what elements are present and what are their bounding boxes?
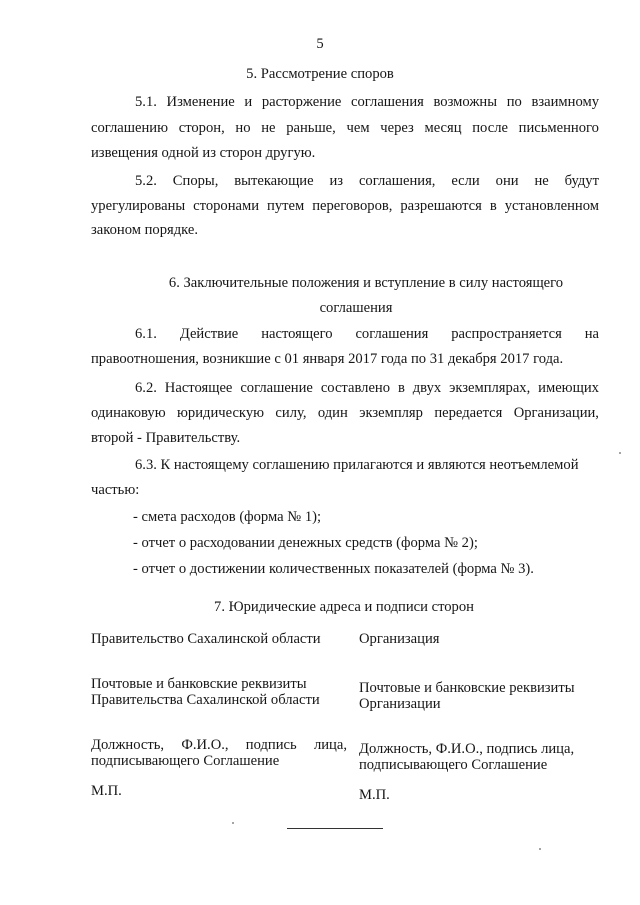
word: сторон, <box>178 120 225 136</box>
word: двух <box>412 380 442 396</box>
section-5-2-line-3: законом порядке. <box>91 222 198 238</box>
word: письменного <box>518 120 599 136</box>
word: лица, <box>313 737 347 753</box>
section-6-2-line-1 <box>135 380 599 397</box>
word: но <box>235 120 251 136</box>
word: будут <box>564 173 599 189</box>
word: Действие <box>179 326 239 342</box>
section-6-1-line-1 <box>135 326 599 343</box>
section-6-3-line-2: частью: <box>91 482 140 498</box>
word: в <box>489 198 497 214</box>
scan-speck <box>539 848 541 850</box>
party-left-position-line-2: подписывающего Соглашение <box>91 753 280 769</box>
word: составлено <box>320 380 391 396</box>
section-6-2-line-3: второй - Правительству. <box>91 430 241 446</box>
word: по <box>506 94 522 110</box>
word: путем <box>267 198 305 214</box>
word: 6.2. <box>135 380 157 396</box>
party-left-stamp: М.П. <box>91 783 122 799</box>
party-left-requisites-line-2: Правительства Сахалинской области <box>91 692 320 708</box>
word: сторонами <box>193 198 260 214</box>
section-6-3-line-1: 6.3. К настоящему соглашению прилагаются и являются неотъемлемой <box>135 457 579 473</box>
word: после <box>472 120 508 136</box>
scan-speck <box>619 452 621 454</box>
word: 6.1. <box>135 326 157 342</box>
word: распространяется <box>451 326 562 342</box>
word: передается <box>434 405 503 421</box>
word: 5.1. <box>135 94 157 110</box>
word: Организации, <box>513 405 599 421</box>
word: экземплярах, <box>449 380 531 396</box>
word: соглашения <box>351 94 424 110</box>
word: вытекающие <box>234 173 314 189</box>
section-5-2-line-1 <box>135 173 599 190</box>
word: соглашения <box>355 326 429 342</box>
word: переговоров, <box>312 198 393 214</box>
word: юридическую <box>177 405 265 421</box>
word: Должность, <box>91 737 165 753</box>
word: через <box>380 120 414 136</box>
party-right-requisites <box>359 680 599 712</box>
word: настоящего <box>261 326 333 342</box>
word: возможны <box>433 94 498 110</box>
party-right-requisites-line-1: Почтовые и банковские реквизиты <box>359 680 575 696</box>
word: если <box>451 173 480 189</box>
section-5-1-line-1 <box>135 94 599 111</box>
party-left-position-line-1 <box>91 737 347 754</box>
section-5-2-line-2 <box>91 198 599 215</box>
section-6-1-line-2: правоотношения, возникшие с 01 января 2017 года по 31 декабря 2017 года. <box>91 351 564 367</box>
section-6-title-line-1: 6. Заключительные положения и вступление в силу настоящего <box>168 275 564 291</box>
word: силу, <box>275 405 307 421</box>
word: не <box>261 120 276 136</box>
word: взаимному <box>531 94 599 110</box>
word: экземпляр <box>359 405 423 421</box>
word: и <box>244 94 253 110</box>
party-right-requisites-line-2: Организации <box>359 696 441 712</box>
word: имеющих <box>538 380 599 396</box>
word: разрешаются <box>400 198 482 214</box>
attachment-item: - смета расходов (форма № 1); <box>133 509 322 525</box>
word: соглашения, <box>358 173 436 189</box>
section-5-1-line-2 <box>91 120 599 137</box>
word: соглашению <box>91 120 169 136</box>
section-5-title: 5. Рассмотрение споров <box>246 66 394 82</box>
word: установленном <box>504 198 599 214</box>
bottom-rule <box>287 828 383 829</box>
party-left-requisites-line-1: Почтовые и банковские реквизиты <box>91 676 307 692</box>
word: они <box>495 173 519 189</box>
word: Настоящее <box>164 380 233 396</box>
word: Споры, <box>172 173 219 189</box>
word: раньше, <box>286 120 336 136</box>
scan-speck <box>232 822 234 824</box>
word: не <box>534 173 549 189</box>
word: один <box>317 405 348 421</box>
word: 5.2. <box>135 173 157 189</box>
section-6-2-line-2 <box>91 405 599 422</box>
section-5-1-line-3: извещения одной из сторон другую. <box>91 145 316 161</box>
page-number: 5 <box>316 36 324 52</box>
word: месяц <box>424 120 462 136</box>
word: соглашение <box>240 380 313 396</box>
word: из <box>329 173 344 189</box>
word: Ф.И.О., <box>181 737 229 753</box>
party-left-name: Правительство Сахалинской области <box>91 631 321 647</box>
party-right-name: Организация <box>359 631 440 647</box>
party-right-position-line-1: Должность, Ф.И.О., подпись лица, <box>359 741 575 757</box>
word: одинаковую <box>91 405 166 421</box>
word: на <box>584 326 599 342</box>
word: расторжение <box>261 94 342 110</box>
party-left-requisites <box>91 676 353 708</box>
word: в <box>397 380 405 396</box>
section-7-title: 7. Юридические адреса и подписи сторон <box>214 599 474 615</box>
word: чем <box>346 120 370 136</box>
attachment-item: - отчет о расходовании денежных средств (форма № 2); <box>133 535 478 551</box>
word: подпись <box>245 737 297 753</box>
word: урегулированы <box>91 198 186 214</box>
attachment-item: - отчет о достижении количественных показателей (форма № 3). <box>133 561 534 577</box>
word: Изменение <box>166 94 235 110</box>
party-right-position-line-2: подписывающего Соглашение <box>359 757 548 773</box>
section-6-title-line-2: соглашения <box>319 300 393 316</box>
party-right-stamp: М.П. <box>359 787 390 803</box>
